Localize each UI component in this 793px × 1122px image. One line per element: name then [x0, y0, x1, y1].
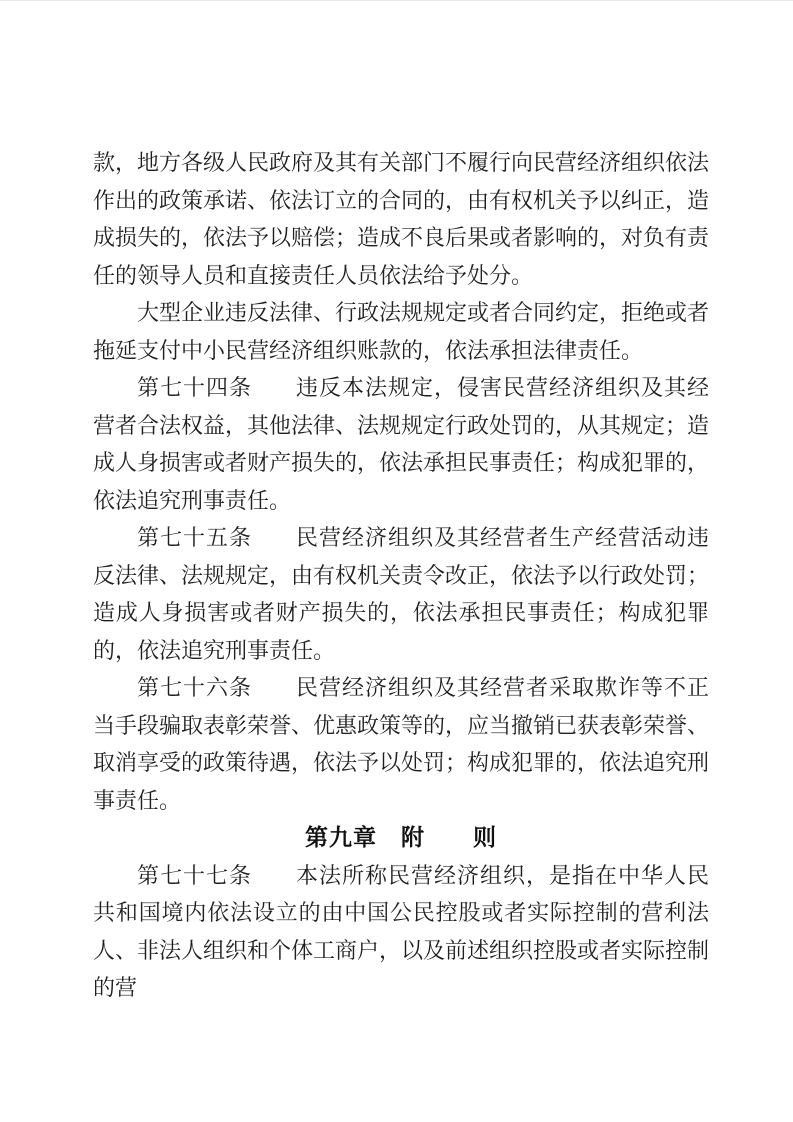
article-76-text: 民营经济组织及其经营者采取欺诈等不正当手段骗取表彰荣誉、优惠政策等的，应当撤销已获表彰荣誉、取消享受的政策待遇，依法予以处罚；构成犯罪的，依法追究刑事责任。: [93, 675, 710, 813]
paragraph-article-74: [93, 369, 709, 519]
paragraph-article-76: [93, 669, 709, 819]
article-75-text: 民营经济组织及其经营者生产经营活动违反法律、法规规定，由有权机关责令改正，依法予以行政处罚；造成人身损害或者财产损失的，依法承担民事责任；构成犯罪的，依法追究刑事责任。: [93, 525, 710, 663]
article-74-text: 违反本法规定，侵害民营经济组织及其经营者合法权益，其他法律、法规规定行政处罚的，从其规定；造成人身损害或者财产损失的，依法承担民事责任；构成犯罪的，依法追究刑事责任。: [93, 375, 710, 513]
paragraph-continuation-text: 款，地方各级人民政府及其有关部门不履行向民营经济组织依法作出的政策承诺、依法订立的合同的，由有权机关予以纠正，造成损失的，依法予以赔偿；造成不良后果或者影响的，对负有责任的领导人员和直接责任人员依法给予处分。: [93, 150, 710, 288]
paragraph-continuation: [93, 144, 709, 294]
article-77-text: 本法所称民营经济组织，是指在中华人民共和国境内依法设立的由中国公民控股或者实际控制的营利法人、非法人组织和个体工商户，以及前述组织控股或者实际控制的营: [93, 862, 710, 1000]
chapter-9-heading: 第九章 附 则: [305, 824, 497, 850]
article-75-number: 第七十五条: [137, 525, 252, 550]
paragraph-large-enterprise-liability-text: 大型企业违反法律、行政法规规定或者合同约定，拒绝或者拖延支付中小民营经济组织账款的，依法承担法律责任。: [93, 300, 710, 363]
paragraph-article-75: [93, 519, 709, 669]
article-74-number: 第七十四条: [137, 375, 252, 400]
paragraph-large-enterprise-liability: [93, 294, 709, 369]
paragraph-article-77: [93, 857, 709, 1007]
article-77-number: 第七十七条: [137, 862, 252, 888]
article-76-number: 第七十六条: [137, 675, 252, 700]
page-content: [93, 144, 709, 1007]
